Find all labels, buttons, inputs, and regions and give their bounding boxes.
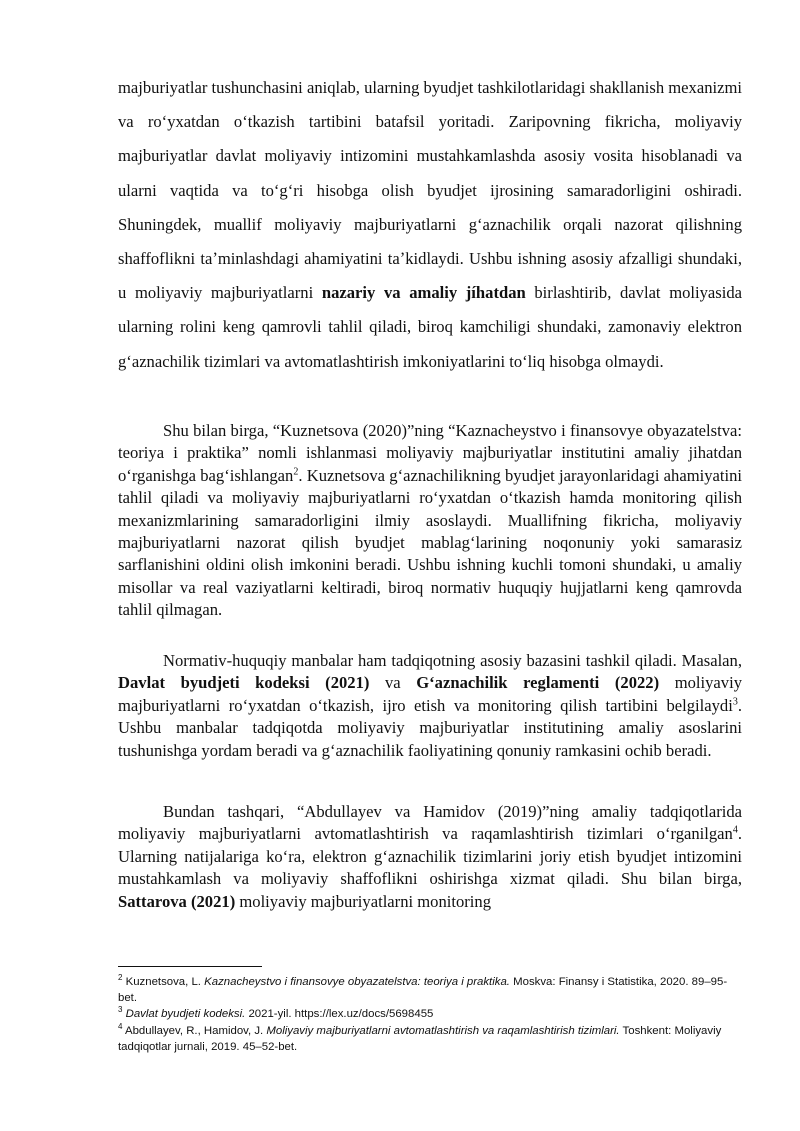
footnote-title: Kaznacheystvo i finansovye obyazatelstva: teoriya i praktika.	[204, 976, 510, 988]
footnote-2	[118, 974, 744, 1006]
footnote-title: Moliyaviy majburiyatlarni avtomatlashtirish va raqamlashtirish tizimlari.	[266, 1024, 620, 1037]
footnote-4	[118, 1023, 744, 1055]
footnote-ref-4[interactable]: 4	[732, 824, 738, 836]
paragraph-4-bold-author: Sattarova (2021)	[118, 891, 236, 911]
footnote-publication: Toshkent: Moliyaviy tadqiqotlar jurnali, 2019. 45–52-bet.	[118, 1024, 722, 1053]
footnote-publication: Moskva: Finansy i Statistika, 2020. 89–95-bet.	[118, 976, 728, 1005]
paragraph-2	[118, 420, 742, 622]
paragraph-1-bold-phrase: nazariy va amaliy jíhatdan	[321, 283, 526, 303]
footnote-author: Abdullayev, R., Hamidov, J.	[122, 1024, 267, 1037]
footnote-number: 2	[118, 973, 123, 983]
paragraph-3-text-d: . Ushbu manbalar tadqiqotda moliyaviy majburiyatlar institutining amaliy asoslarini tushunishga yordam beradi va gʻaznachilik faoliyatining qonuniy ramkasini ochib beradi.	[118, 695, 742, 760]
paragraph-3	[118, 650, 742, 762]
footnote-title: Davlat byudjeti kodeksi.	[125, 1008, 246, 1021]
paragraph-4-text-c: moliyaviy majburiyatlarni monitoring	[235, 891, 491, 911]
paragraph-3-text-b: va	[369, 673, 417, 693]
footnote-ref-2[interactable]: 2	[293, 466, 299, 478]
paragraph-4	[118, 801, 742, 913]
paragraph-2-text-a: Shu bilan birga, “Kuznetsova (2020)”ning “Kaznacheystvo i finansovye obyazatelstva: teoriya i praktika” nomli ishlanmasi moliyaviy majburiyatlar institutini amaliy jihatdan oʻrganishga bagʻishlangan	[118, 421, 742, 485]
footnote-number: 4	[118, 1021, 123, 1031]
paragraph-4-text-b: . Ularning natijalariga koʻra, elektron gʻaznachilik tizimlarini joriy etish byudjet intizomini mustahkamlash va moliyaviy shaffoflikni oshirishga xizmat qiladi. Shu bilan birga,	[118, 824, 742, 889]
footnote-3	[118, 1006, 744, 1022]
paragraph-4-text-a: Bundan tashqari, “Abdullayev va Hamidov (2019)”ning amaliy tadqiqotlarida moliyaviy majburiyatlarni avtomatlashtirish va raqamlashtirish tizimlari oʻrganilgan	[118, 802, 742, 844]
paragraph-3-text-a: Normativ-huquqiy manbalar ham tadqiqotning asosiy bazasini tashkil qiladi. Masalan,	[163, 651, 742, 670]
footnotes	[118, 974, 744, 1055]
paragraph-1	[118, 71, 742, 379]
paragraph-3-text-c: moliyaviy majburiyatlarni roʻyxatdan oʻtkazish, ijro etish va monitoring qilish tartibini belgilaydi	[118, 673, 742, 715]
footnote-ref-3[interactable]: 3	[732, 696, 738, 708]
footnote-publication[interactable]: 2021-yil. https://lex.uz/docs/5698455	[245, 1008, 434, 1021]
footnote-separator	[118, 966, 262, 967]
paragraph-3-bold-treasury-regulation: Gʻaznachilik reglamenti (2022)	[416, 673, 660, 693]
paragraph-3-bold-budget-code: Davlat byudjeti kodeksi (2021)	[118, 673, 370, 693]
paragraph-1-text-a: majburiyatlar tushunchasini aniqlab, ularning byudjet tashkilotlaridagi shakllanish mexanizmi va roʻyxatdan oʻtkazish tartibini batafsil yoritadi. Zaripovning fikricha, moliyaviy majburiyatlar davlat moliyaviy intizomini mustahkamlashda asosiy vosita hisoblanadi va ularni vaqtida va toʻgʻri hisobga olish byudjet ijrosining samaradorligini oshiradi. Shuningdek, muallif moliyaviy majburiyatlarni gʻaznachilik orqali nazorat qilishning shaffoflikni taʼminlashdagi ahamiyatini taʼkidlaydi. Ushbu ishning asosiy afzalligi shundaki, u moliyaviy majburiyatlarni	[118, 78, 742, 303]
paragraph-2-text-b: . Kuznetsova gʻaznachilikning byudjet jarayonlaridagi ahamiyatini tahlil qiladi va moliyaviy majburiyatlarni roʻyxatdan oʻtkazish hamda monitoring qilish mexanizmlarining samaradorligini ilmiy asoslaydi. Muallifning fikricha, moliyaviy majburiyatlarni nazorat qilish byudjet mablagʻlarining noqonuniy yoki samarasiz sarflanishini oldini olish imkonini beradi. Ushbu ishning kuchli tomoni shundaki, u amaliy misollar va real vaziyatlarni keltiradi, biroq normativ huquqiy hujjatlarni keng qamrovda tahlil qilmagan.	[118, 465, 742, 620]
footnote-author: Kuznetsova, L.	[122, 976, 205, 988]
footnote-number: 3	[118, 1005, 123, 1015]
paragraph-1-text-b: birlashtirib, davlat moliyasida ularning rolini keng qamrovli tahlil qiladi, biroq kamchiligi shundaki, zamonaviy elektron gʻaznachilik tizimlari va avtomatlashtirish imkoniyatlarini toʻliq hisobga olmaydi.	[118, 283, 743, 371]
